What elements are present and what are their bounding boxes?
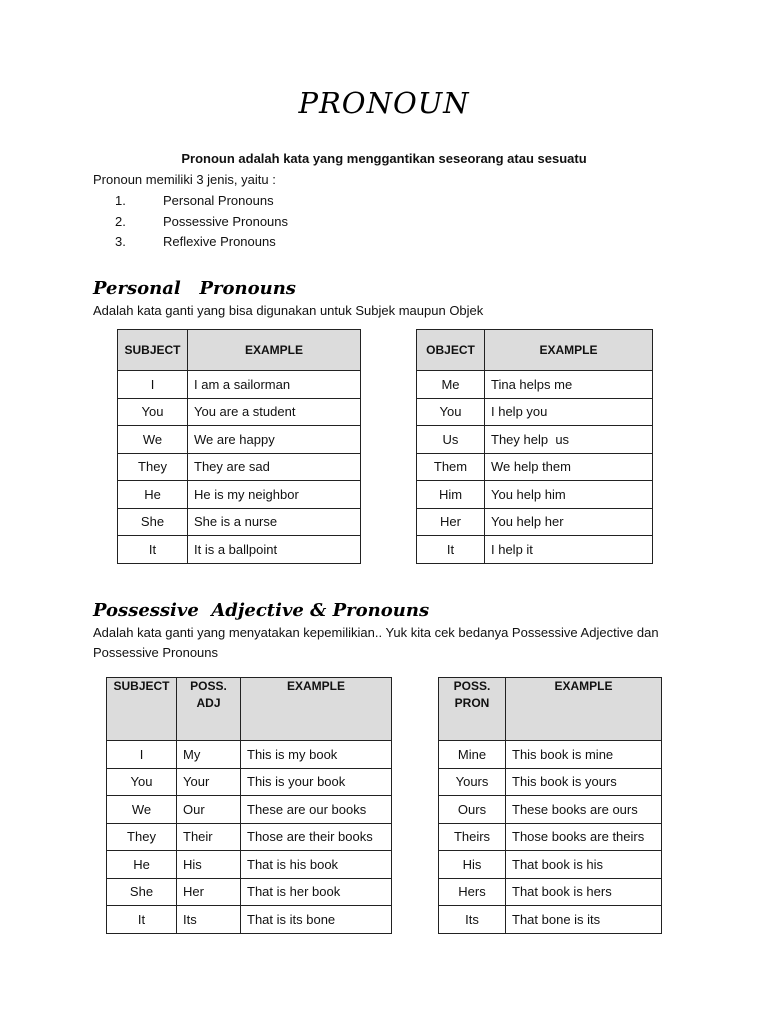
- table-cell: Yours: [439, 768, 506, 796]
- table-cell: His: [177, 851, 241, 879]
- possessive-adjective-table: [106, 677, 392, 934]
- table-cell: You help her: [485, 508, 653, 536]
- table-cell: They: [107, 823, 177, 851]
- column-header: EXAMPLE: [188, 330, 361, 371]
- list-label: Reflexive Pronouns: [163, 234, 276, 249]
- table-cell: That is its bone: [241, 906, 392, 934]
- table-row: [107, 796, 392, 824]
- table-row: [417, 371, 653, 399]
- personal-subject-table: [117, 329, 361, 564]
- table-row: [417, 536, 653, 564]
- table-cell: Tina helps me: [485, 371, 653, 399]
- table-cell: This book is yours: [506, 768, 662, 796]
- table-row: [417, 453, 653, 481]
- table-cell: Mine: [439, 741, 506, 769]
- table-cell: He: [107, 851, 177, 879]
- table-cell: I: [107, 741, 177, 769]
- table-cell: Their: [177, 823, 241, 851]
- table-cell: Hers: [439, 878, 506, 906]
- personal-pronouns-heading: Personal Pronouns: [93, 278, 296, 299]
- table-cell: It: [118, 536, 188, 564]
- table-cell: Her: [417, 508, 485, 536]
- table-row: [439, 906, 662, 934]
- table-cell: They help us: [485, 426, 653, 454]
- table-row: [439, 768, 662, 796]
- table-cell: He is my neighbor: [188, 481, 361, 509]
- table-cell: We: [107, 796, 177, 824]
- column-header: EXAMPLE: [506, 678, 662, 741]
- table-cell: This book is mine: [506, 741, 662, 769]
- table-row: [439, 823, 662, 851]
- table-row: [417, 398, 653, 426]
- table-cell: It is a ballpoint: [188, 536, 361, 564]
- table-row: [118, 453, 361, 481]
- table-row: [107, 823, 392, 851]
- table-row: [107, 906, 392, 934]
- table-cell: She: [118, 508, 188, 536]
- table-row: [118, 536, 361, 564]
- pronoun-definition: Pronoun adalah kata yang menggantikan seseorang atau sesuatu: [181, 151, 587, 166]
- list-item: [93, 192, 288, 213]
- table-cell: That bone is its: [506, 906, 662, 934]
- table-row: [118, 398, 361, 426]
- table-row: [439, 796, 662, 824]
- list-item: [93, 213, 288, 234]
- table-cell: My: [177, 741, 241, 769]
- table-cell: These books are ours: [506, 796, 662, 824]
- list-number: 1.: [115, 193, 126, 208]
- table-cell: We are happy: [188, 426, 361, 454]
- table-row: [107, 878, 392, 906]
- table-cell: Your: [177, 768, 241, 796]
- table-cell: She is a nurse: [188, 508, 361, 536]
- table-cell: Him: [417, 481, 485, 509]
- table-cell: Her: [177, 878, 241, 906]
- table-row: [107, 851, 392, 879]
- table-cell: Theirs: [439, 823, 506, 851]
- column-header: OBJECT: [417, 330, 485, 371]
- column-header: SUBJECT: [107, 678, 177, 741]
- table-row: [107, 768, 392, 796]
- list-label: Possessive Pronouns: [163, 213, 289, 229]
- table-cell: Its: [439, 906, 506, 934]
- table-cell: I: [118, 371, 188, 399]
- table-cell: I help you: [485, 398, 653, 426]
- possessive-description: Adalah kata ganti yang menyatakan kepemilikian.. Yuk kita cek bedanya Possessive Adjective dan Possessive Pronouns: [93, 625, 659, 660]
- column-header: EXAMPLE: [485, 330, 653, 371]
- table-row: [118, 426, 361, 454]
- table-cell: It: [417, 536, 485, 564]
- table-cell: You are a student: [188, 398, 361, 426]
- table-row: [118, 371, 361, 399]
- table-row: [118, 508, 361, 536]
- intro-text: Pronoun memiliki 3 jenis, yaitu :: [93, 172, 276, 187]
- table-row: [439, 741, 662, 769]
- table-cell: That is his book: [241, 851, 392, 879]
- table-cell: Ours: [439, 796, 506, 824]
- table-cell: They are sad: [188, 453, 361, 481]
- table-cell: His: [439, 851, 506, 879]
- pronoun-types-list: [93, 192, 288, 254]
- possessive-heading: Possessive Adjective & Pronouns: [93, 600, 430, 621]
- table-row: [439, 878, 662, 906]
- table-cell: They: [118, 453, 188, 481]
- table-row: [417, 481, 653, 509]
- table-cell: Its: [177, 906, 241, 934]
- table-cell: This is your book: [241, 768, 392, 796]
- table-cell: These are our books: [241, 796, 392, 824]
- list-item: [93, 233, 288, 254]
- table-cell: That is her book: [241, 878, 392, 906]
- table-cell: Our: [177, 796, 241, 824]
- table-cell: You: [107, 768, 177, 796]
- table-cell: I help it: [485, 536, 653, 564]
- table-row: [439, 851, 662, 879]
- table-cell: That book is hers: [506, 878, 662, 906]
- list-number: 2.: [115, 213, 126, 229]
- personal-object-table: [416, 329, 653, 564]
- table-row: [107, 741, 392, 769]
- table-cell: Me: [417, 371, 485, 399]
- table-cell: That book is his: [506, 851, 662, 879]
- table-row: [417, 426, 653, 454]
- page-title: PRONOUN: [298, 86, 470, 120]
- table-cell: We help them: [485, 453, 653, 481]
- list-label: Personal Pronouns: [163, 193, 274, 208]
- table-cell: This is my book: [241, 741, 392, 769]
- column-header: SUBJECT: [118, 330, 188, 371]
- table-cell: It: [107, 906, 177, 934]
- table-cell: Us: [417, 426, 485, 454]
- table-cell: Those books are theirs: [506, 823, 662, 851]
- table-cell: Those are their books: [241, 823, 392, 851]
- table-cell: You: [118, 398, 188, 426]
- table-cell: We: [118, 426, 188, 454]
- table-row: [417, 508, 653, 536]
- column-header: POSS. PRON: [439, 678, 506, 741]
- table-cell: Them: [417, 453, 485, 481]
- table-cell: He: [118, 481, 188, 509]
- table-row: [118, 481, 361, 509]
- possessive-pronoun-table: [438, 677, 662, 934]
- list-number: 3.: [115, 234, 126, 249]
- personal-pronouns-description: Adalah kata ganti yang bisa digunakan untuk Subjek maupun Objek: [93, 303, 484, 318]
- table-cell: I am a sailorman: [188, 371, 361, 399]
- column-header: EXAMPLE: [241, 678, 392, 741]
- table-cell: You help him: [485, 481, 653, 509]
- column-header: POSS. ADJ: [177, 678, 241, 741]
- table-cell: You: [417, 398, 485, 426]
- table-cell: She: [107, 878, 177, 906]
